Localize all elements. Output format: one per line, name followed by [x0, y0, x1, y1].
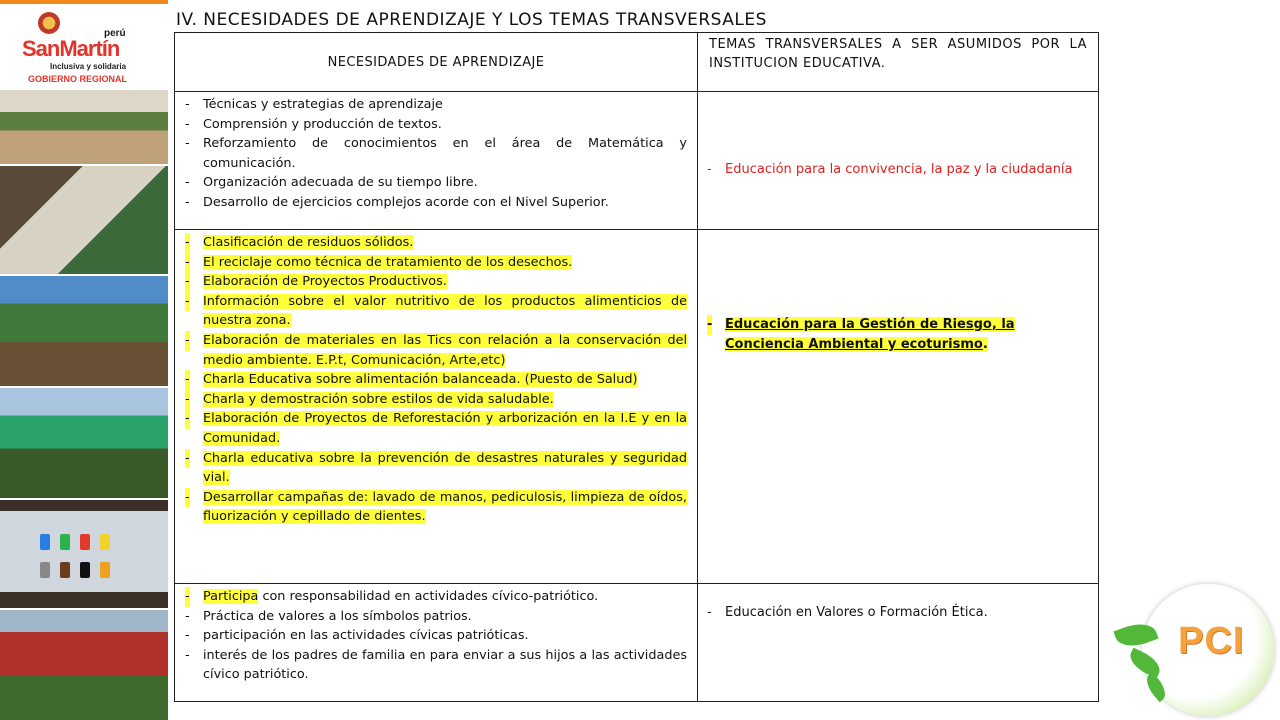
theme-row-1: - Educación para la convivencia, la paz y la ciudadanía — [707, 162, 1073, 177]
bin-shape — [40, 562, 50, 578]
bin-shape — [60, 534, 70, 550]
header-themes: TEMAS TRANSVERSALES A SER ASUMIDOS POR LA INSTITUCION EDUCATIVA. — [709, 37, 1087, 71]
bin-shape — [100, 562, 110, 578]
photo-group-banners — [0, 88, 168, 164]
needs-list-row-1 — [183, 95, 687, 213]
needs-list-row-2 — [183, 233, 687, 527]
list-item: - Clasificación de residuos sólidos. — [183, 233, 687, 253]
region-logo — [0, 6, 168, 88]
photo-greenhouse — [0, 386, 168, 498]
list-item: - Participa con responsabilidad en actividades cívico-patriótico. — [183, 587, 687, 607]
seal-icon — [38, 12, 60, 34]
list-item: - Comprensión y producción de textos. — [185, 116, 442, 132]
list-item: - Organización adecuada de su tiempo libre. — [185, 175, 478, 191]
list-item: - Charla Educativa sobre alimentación balanceada. (Puesto de Salud) — [183, 370, 687, 390]
needs-list-row-3 — [183, 587, 687, 685]
photo-jars-plants — [0, 608, 168, 720]
list-item: - Desarrollar campañas de: lavado de manos, pediculosis, limpieza de oídos, fluorización y cepillado de dientes. — [185, 489, 687, 525]
list-item: - Información sobre el valor nutritivo de los productos alimenticios de nuestra zona. — [185, 293, 687, 329]
row-divider — [175, 229, 1098, 230]
list-item: - participación en las actividades cívicas patrióticas. — [185, 628, 529, 644]
header-needs: NECESIDADES DE APRENDIZAJE — [327, 54, 545, 70]
column-divider — [697, 33, 698, 701]
bin-shape — [80, 562, 90, 578]
leaf-icon — [1142, 672, 1171, 702]
list-item: - Práctica de valores a los símbolos patrios. — [185, 608, 472, 624]
photo-garden-circle — [0, 274, 168, 386]
page-title: IV. NECESIDADES DE APRENDIZAJE Y LOS TEMAS TRANSVERSALES — [176, 10, 767, 30]
list-item: - Técnicas y estrategias de aprendizaje — [185, 97, 443, 112]
logo-country: perú — [104, 28, 126, 39]
theme-row-2: - Educación para la Gestión de Riesgo, la Conciencia Ambiental y ecoturismo. — [707, 317, 1015, 352]
photo-recycling-bins — [0, 498, 168, 608]
list-item: - Elaboración de materiales en las Tics con relación a la conservación del medio ambiente. E.P.t, Comunicación, Arte,etc) — [185, 332, 687, 368]
list-item: - Elaboración de Proyectos Productivos. — [183, 272, 687, 292]
list-item: - Charla y demostración sobre estilos de vida saludable. — [183, 390, 687, 410]
list-item: - Desarrollo de ejercicios complejos acorde con el Nivel Superior. — [185, 194, 609, 210]
row-divider — [175, 583, 1098, 584]
theme-row-3: - Educación en Valores o Formación Ética. — [707, 605, 988, 620]
needs-table — [174, 32, 1099, 702]
leaf-icon — [1113, 618, 1158, 652]
list-item: - El reciclaje como técnica de tratamiento de los desechos. — [183, 253, 687, 273]
row-divider — [175, 91, 1098, 92]
logo-brand: SanMartín — [22, 36, 120, 61]
bin-shape — [60, 562, 70, 578]
list-item: - Charla educativa sobre la prevención de desastres naturales y seguridad vial. — [185, 450, 687, 486]
left-photo-strip — [0, 0, 168, 720]
logo-government: GOBIERNO REGIONAL — [28, 74, 128, 84]
bin-shape — [40, 534, 50, 550]
list-item: - Elaboración de Proyectos de Reforestación y arborización en la I.E y en la Comunidad. — [185, 411, 687, 446]
bin-shape — [100, 534, 110, 550]
logo-tagline: Inclusiva y solidaria — [50, 62, 127, 71]
photo-students-planting — [0, 164, 168, 274]
pci-logo — [1142, 584, 1274, 716]
leaf-icon — [1126, 648, 1164, 679]
list-item: - Reforzamiento de conocimientos en el área de Matemática y comunicación. — [185, 136, 687, 171]
pci-text: PCI — [1178, 620, 1245, 662]
list-item: - interés de los padres de familia en para enviar a sus hijos a las actividades cívico patriótico. — [185, 647, 687, 683]
top-accent-bar — [0, 0, 168, 4]
bin-shape — [80, 534, 90, 550]
